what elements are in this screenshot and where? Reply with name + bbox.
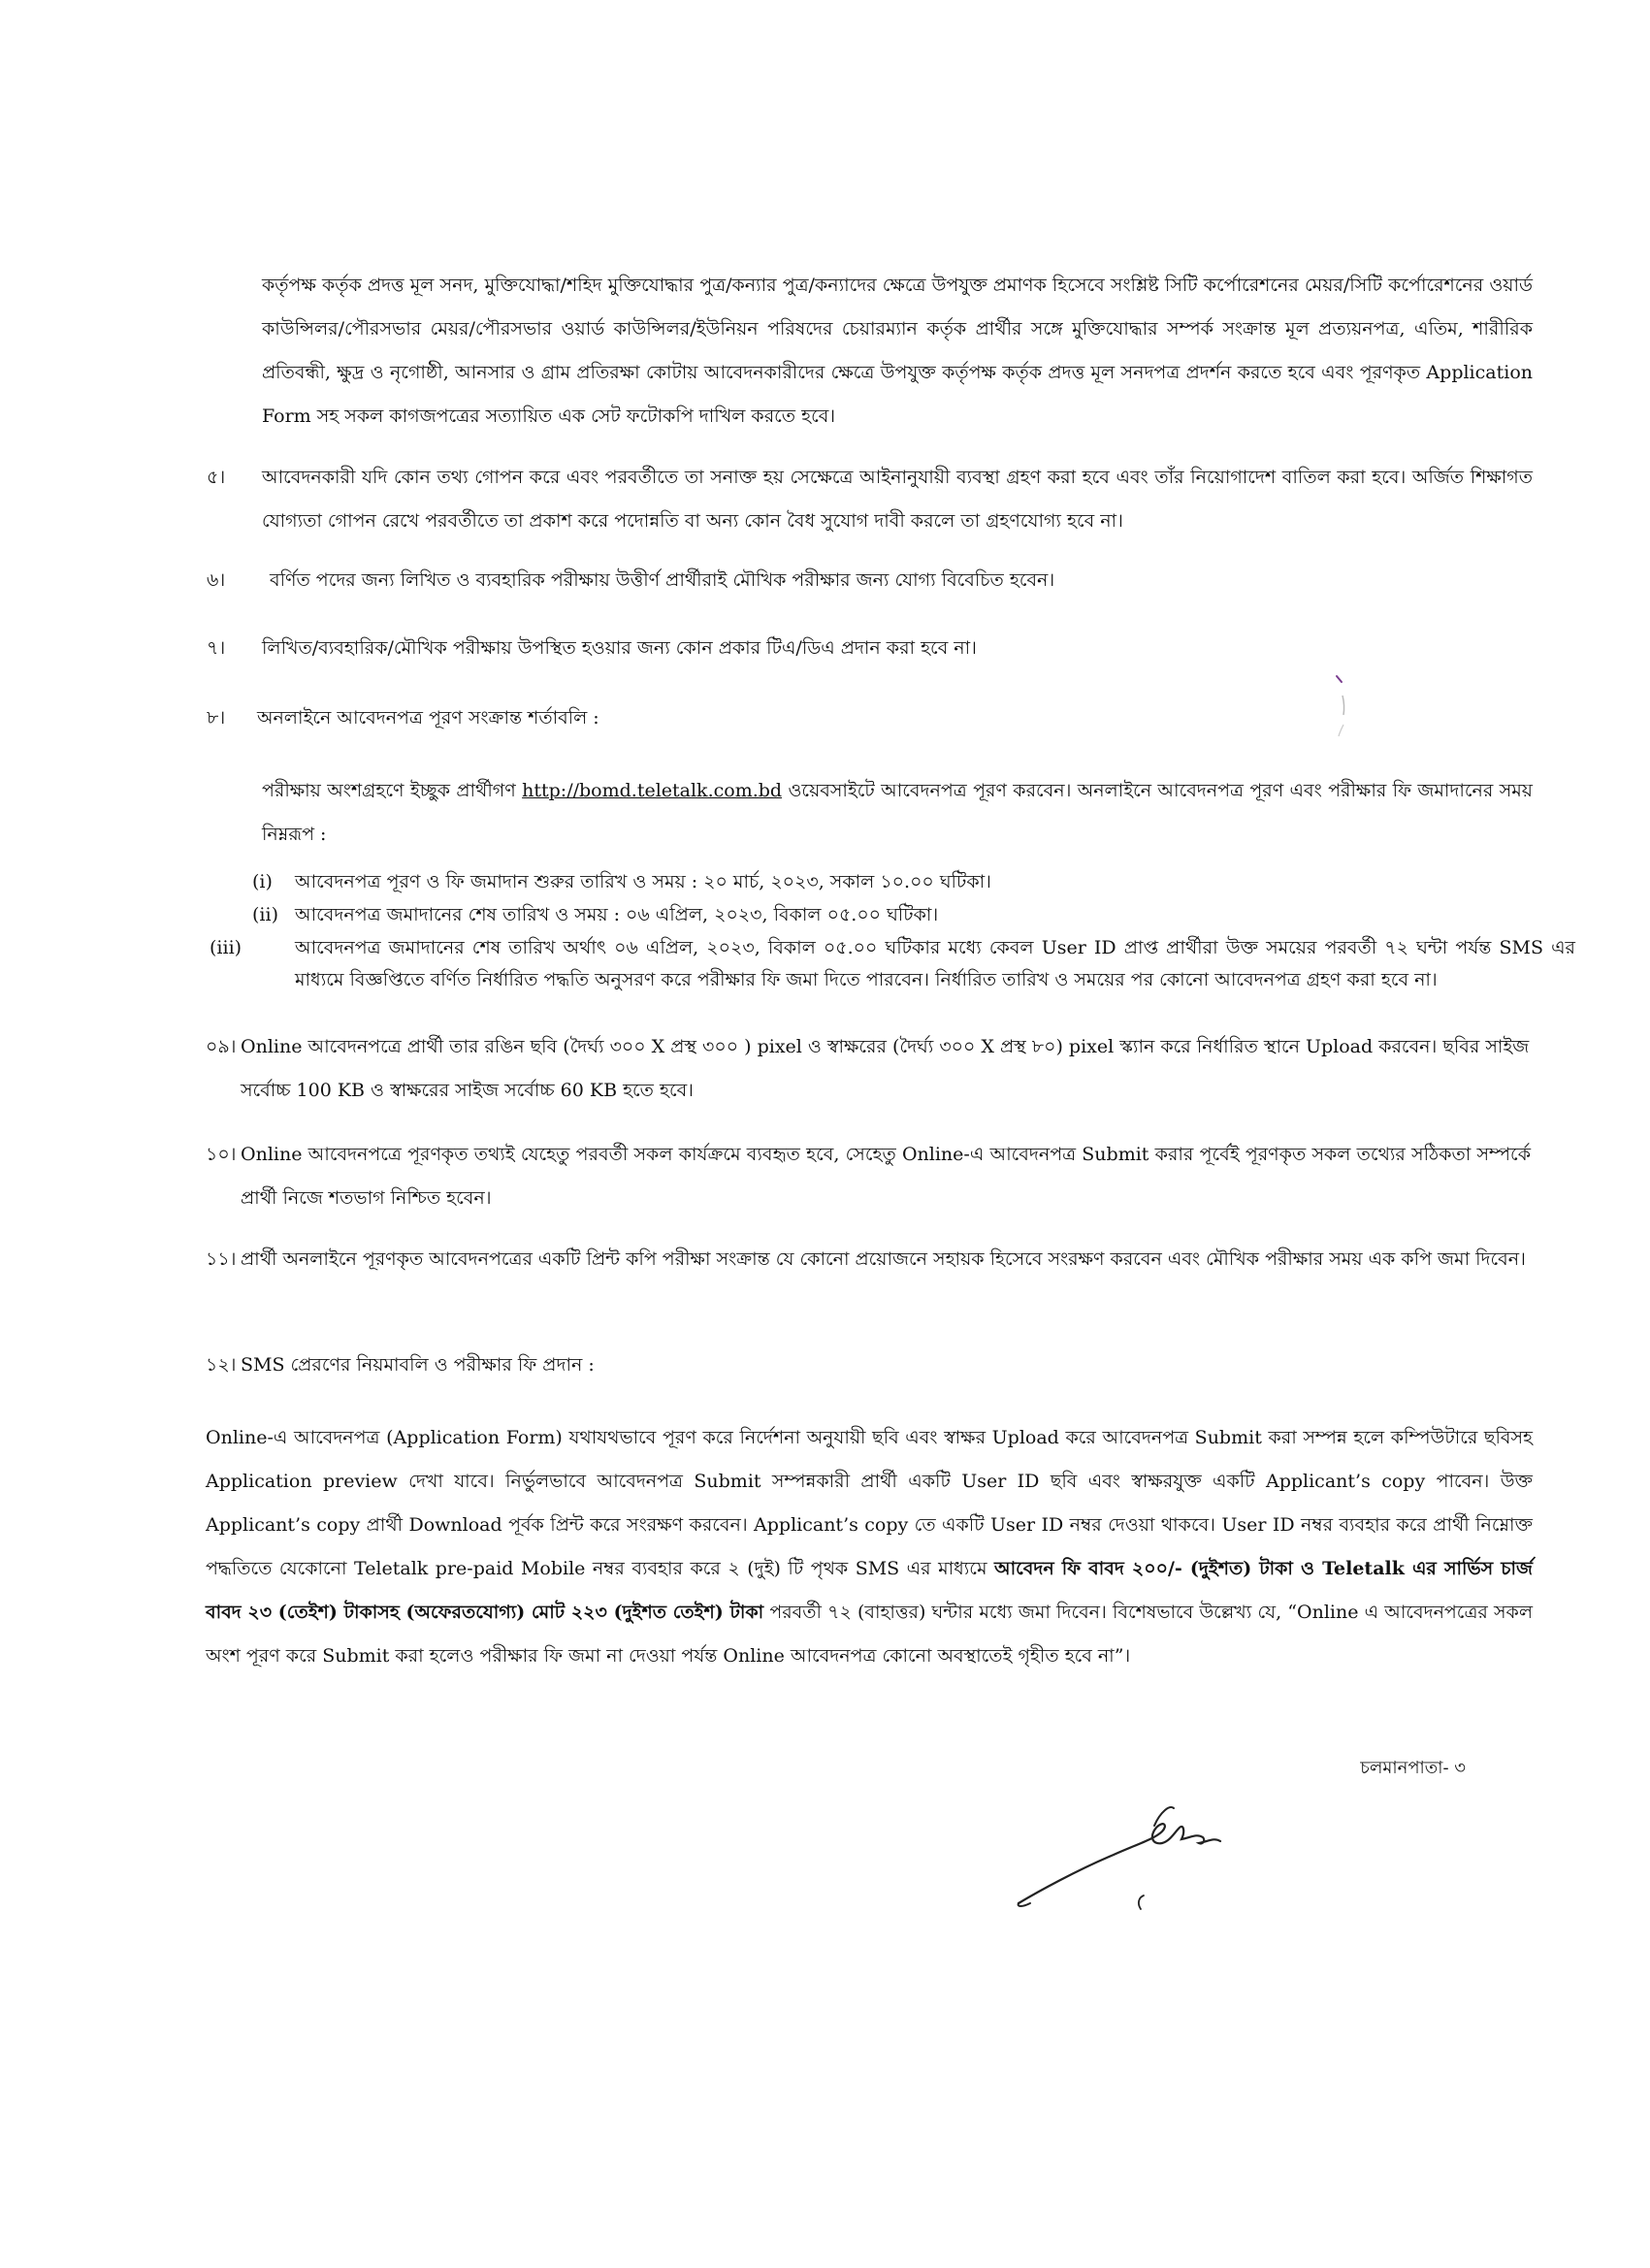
item-7-text: লিখিত/ব্যবহারিক/মৌখিক পরীক্ষায় উপস্থিত হওয়ার জন্য কোন প্রকার টিএ/ডিএ প্রদান করা হবে না। (262, 637, 977, 659)
schedule-item (252, 866, 1533, 898)
item-12-text: SMS প্রেরণের নিয়মাবলি ও পরীক্ষার ফি প্রদান : (241, 1354, 595, 1376)
schedule-roman: (iii) (210, 937, 243, 958)
teletalk-website-link[interactable]: http://bomd.teletalk.com.bd (522, 780, 783, 801)
intro-paragraph: কর্তৃপক্ষ কর্তৃক প্রদত্ত মূল সনদ, মুক্তিযোদ্ধা/শহিদ মুক্তিযোদ্ধার পুত্র/কন্যার পুত্র/কন্যাদের ক্ষেত্রে উপযুক্ত প্রমাণক হিসেবে সংশ্লিষ্ট সিটি কর্পোরেশনের মেয়র/সিটি কর্পোরেশনের ওয়ার্ড কাউন্সিলর/পৌরসভার মেয়র/পৌরসভার ওয়ার্ড কাউন্সিলর/ইউনিয়ন পরিষদের চেয়ারম্যান কর্তৃক প্রার্থীর সঙ্গে মুক্তিযোদ্ধার সম্পর্ক সংক্রান্ত মূল প্রত্যয়নপত্র, এতিম, শারীরিক প্রতিবন্ধী, ক্ষুদ্র ও নৃগোষ্ঠী, আনসার ও গ্রাম প্রতিরক্ষা কোটায় আবেদনকারীদের ক্ষেত্রে উপযুক্ত কর্তৃপক্ষ কর্তৃক প্রদত্ত মূল সনদপত্র প্রদর্শন করতে হবে এবং পূরণকৃত Application Form সহ সকল কাগজপত্রের সত্যায়িত এক সেট ফটোকপি দাখিল করতে হবে। (262, 275, 1533, 427)
item-6-text: বর্ণিত পদের জন্য লিখিত ও ব্যবহারিক পরীক্ষায় উত্তীর্ণ প্রার্থীরাই মৌখিক পরীক্ষার জন্য যোগ্য বিবেচিত হবেন। (270, 569, 1055, 591)
item-number: ১১। (206, 1248, 237, 1270)
sms-instructions-paragraph (206, 1416, 1533, 1678)
item-number: ০৯। (206, 1036, 237, 1057)
schedule-roman: (ii) (252, 904, 278, 925)
item-11-text: প্রার্থী অনলাইনে পূরণকৃত আবেদনপত্রের একটি প্রিন্ট কপি পরীক্ষা সংক্রান্ত যে কোনো প্রয়োজনে সহায়ক হিসেবে সংরক্ষণ করবেন এবং মৌখিক পরীক্ষার সময় এক কপি জমা দিবেন। (241, 1248, 1526, 1270)
signature-image (1009, 1795, 1261, 1921)
schedule-text: আবেদনপত্র জমাদানের শেষ তারিখ অর্থাৎ ০৬ এপ্রিল, ২০২৩, বিকাল ০৫.০০ ঘটিকার মধ্যে কেবল User ID প্রাপ্ত প্রার্থীরা উক্ত সময়ের পরবর্তী ৭২ ঘন্টা পর্যন্ত SMS এর মাধ্যমে বিজ্ঞপ্তিতে বর্ণিত নির্ধারিত পদ্ধতি অনুসরণ করে পরীক্ষার ফি জমা দিতে পারবেন। নির্ধারিত তারিখ ও সময়ের পর কোনো আবেদনপত্র গ্রহণ করা হবে না। (295, 937, 1575, 990)
online-lead-after: ওয়েবসাইটে আবেদনপত্র পূরণ করবেন। অনলাইনে আবেদনপত্র পূরণ এবং পরীক্ষার ফি জমাদানের সময় নিম্নরূপ : (262, 780, 1533, 845)
schedule-text: আবেদনপত্র পূরণ ও ফি জমাদান শুরুর তারিখ ও সময় : ২০ মার্চ, ২০২৩, সকাল ১০.০০ ঘটিকা। (295, 871, 991, 892)
online-lead-before: পরীক্ষায় অংশগ্রহণে ইচ্ছুক প্রার্থীগণ (262, 780, 523, 801)
item-number: ১২। (206, 1354, 237, 1376)
online-lead-paragraph (262, 769, 1533, 857)
sms-part2: পরবর্তী ৭২ (বাহাত্তর) ঘন্টার মধ্যে জমা দিবেন। বিশেষভাবে উল্লেখ্য যে, “Online এ আবেদনপত্রের সকল অংশ পূরণ করে Submit করা হলেও পরীক্ষার ফি জমা না দেওয়া পর্যন্ত Online আবেদনপত্র কোনো অবস্থাতেই গৃহীত হবে না”। (206, 1602, 1534, 1667)
item-number: ৮। (207, 707, 226, 729)
item-number: ১০। (206, 1144, 237, 1165)
sms-fee-bold: আবেদন ফি বাবদ ২০০/- (দুইশত) টাকা ও Teletalk এর সার্ভিস চার্জ বাবদ ২৩ (তেইশ) টাকাসহ (অফেরতযোগ্য) মোট ২২৩ (দুইশত তেইশ) টাকা (206, 1558, 1533, 1623)
sms-part1: Online-এ আবেদনপত্র (Application Form) যথাযথভাবে পূরণ করে নির্দেশনা অনুযায়ী ছবি এবং স্বাক্ষর Upload করে আবেদনপত্র Submit করা সম্পন্ন হলে কম্পিউটারে ছবিসহ Application preview দেখা যাবে। নির্ভুলভাবে আবেদনপত্র Submit সম্পন্নকারী প্রার্থী একটি User ID ছবি এবং স্বাক্ষরযুক্ত একটি Applicant’s copy পাবেন। উক্ত Applicant’s copy প্রার্থী Download পূর্বক প্রিন্ট করে সংরক্ষণ করবেন। Applicant’s copy তে একটি User ID নম্বর দেওয়া থাকবে। User ID নম্বর ব্যবহার করে প্রার্থী নিম্নোক্ত পদ্ধতিতে যেকোনো Teletalk pre-paid Mobile নম্বর ব্যবহার করে ২ (দুই) টি পৃথক SMS এর মাধ্যমে (206, 1427, 1533, 1579)
item-number: ৭। (207, 637, 226, 659)
schedule-item (252, 899, 1533, 931)
item-number: ৫। (207, 467, 226, 488)
schedule-roman: (i) (252, 871, 273, 892)
item-5-text: আবেদনকারী যদি কোন তথ্য গোপন করে এবং পরবর্তীতে তা সনাক্ত হয় সেক্ষেত্রে আইনানুযায়ী ব্যবস্থা গ্রহণ করা হবে এবং তাঁর নিয়োগাদেশ বাতিল করা হবে। অর্জিত শিক্ষাগত যোগ্যতা গোপন রেখে পরবর্তীতে তা প্রকাশ করে পদোন্নতি বা অন্য কোন বৈধ সুযোগ দাবী করলে তা গ্রহণযোগ্য হবে না। (262, 467, 1533, 532)
continuation-page-ref: চলমানপাতা- ৩ (1360, 1758, 1466, 1778)
schedule-text: আবেদনপত্র জমাদানের শেষ তারিখ ও সময় : ০৬ এপ্রিল, ২০২৩, বিকাল ০৫.০০ ঘটিকা। (295, 904, 939, 925)
item-10-text: Online আবেদনপত্রে পূরণকৃত তথ্যই যেহেতু পরবর্তী সকল কার্যক্রমে ব্যবহৃত হবে, সেহেতু Online-এ আবেদনপত্র Submit করার পূর্বেই পূরণকৃত সকল তথ্যের সঠিকতা সম্পর্কে প্রার্থী নিজে শতভাগ নিশ্চিত হবেন। (241, 1144, 1531, 1209)
item-number: ৬। (207, 569, 226, 591)
item-9-text: Online আবেদনপত্রে প্রার্থী তার রঙিন ছবি (দৈর্ঘ্য ৩০০ X প্রস্থ ৩০০ ) pixel ও স্বাক্ষরের (দৈর্ঘ্য ৩০০ X প্রস্থ ৮০) pixel স্ক্যান করে নির্ধারিত স্থানে Upload করবেন। ছবির সাইজ সর্বোচ্চ 100 KB ও স্বাক্ষরের সাইজ সর্বোচ্চ 60 KB হতে হবে। (241, 1036, 1530, 1101)
schedule-item (210, 932, 1575, 996)
item-8-text: অনলাইনে আবেদনপত্র পূরণ সংক্রান্ত শর্তাবলি : (257, 707, 599, 729)
scan-mark (1334, 674, 1349, 742)
